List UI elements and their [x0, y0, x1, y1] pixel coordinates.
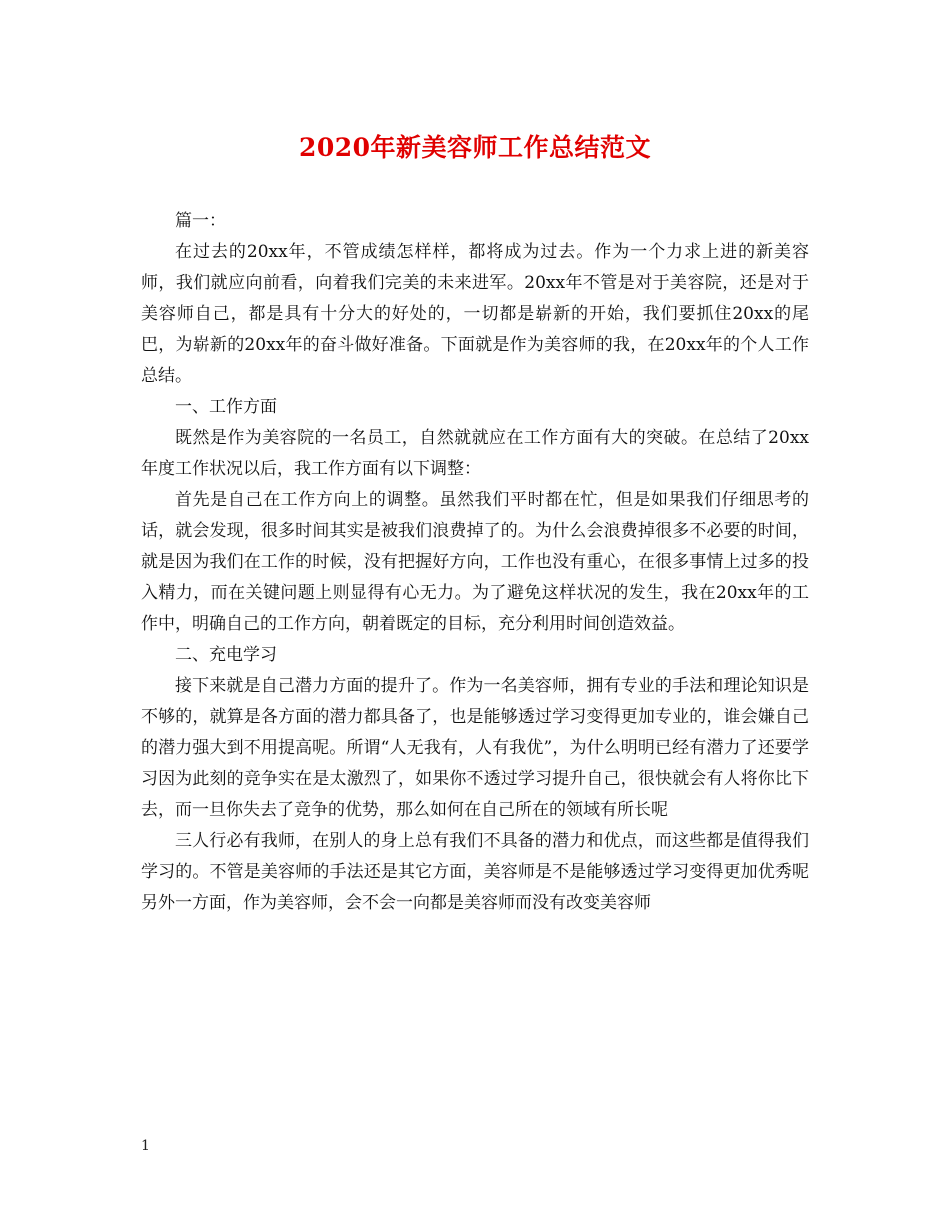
document-body [141, 206, 809, 919]
page-number: 1 [141, 1138, 150, 1154]
paragraph-section-label: 篇一： [175, 211, 226, 231]
paragraph-learn-from-others: 三人行必有我师，在别人的身上总有我们不具备的潜力和优点，而这些都是值得我们学习的。不管是美容师的手法还是其它方面，美容师是不是能够透过学习变得更加优秀呢另外一方面，作为美容师，会不会一向都是美容师而没有改变美容师 [141, 831, 809, 913]
heading-work: 一、工作方面 [175, 397, 277, 417]
document-title: 2020年新美容师工作总结范文 [298, 133, 652, 162]
paragraph-work-summary: 既然是作为美容院的一名员工，自然就就应在工作方面有大的突破。在总结了20xx年度工作状况以后，我工作方面有以下调整： [141, 428, 809, 479]
paragraph-intro: 在过去的20xx年，不管成绩怎样样，都将成为过去。作为一个力求上进的新美容师，我们就应向前看，向着我们完美的未来进军。20xx年不管是对于美容院，还是对于美容师自己，都是具有十分大的好处的，一切都是崭新的开始，我们要抓住20xx的尾巴，为崭新的20xx年的奋斗做好准备。下面就是作为美容师的我，在20xx年的个人工作总结。 [141, 242, 809, 386]
heading-study: 二、充电学习 [175, 645, 277, 665]
paragraph-work-direction: 首先是自己在工作方向上的调整。虽然我们平时都在忙，但是如果我们仔细思考的话，就会发现，很多时间其实是被我们浪费掉了的。为什么会浪费掉很多不必要的时间，就是因为我们在工作的时候，没有把握好方向，工作也没有重心，在很多事情上过多的投入精力，而在关键问题上则显得有心无力。为了避免这样状况的发生，我在20xx年的工作中，明确自己的工作方向，朝着既定的目标，充分利用时间创造效益。 [141, 490, 809, 634]
paragraph-study-improvement: 接下来就是自己潜力方面的提升了。作为一名美容师，拥有专业的手法和理论知识是不够的，就算是各方面的潜力都具备了，也是能够透过学习变得更加专业的，谁会嫌自己的潜力强大到不用提高呢。所谓“人无我有，人有我优”，为什么明明已经有潜力了还要学习因为此刻的竞争实在是太激烈了，如果你不透过学习提升自己，很快就会有人将你比下去，而一旦你失去了竞争的优势，那么如何在自己所在的领域有所长呢 [141, 676, 809, 820]
